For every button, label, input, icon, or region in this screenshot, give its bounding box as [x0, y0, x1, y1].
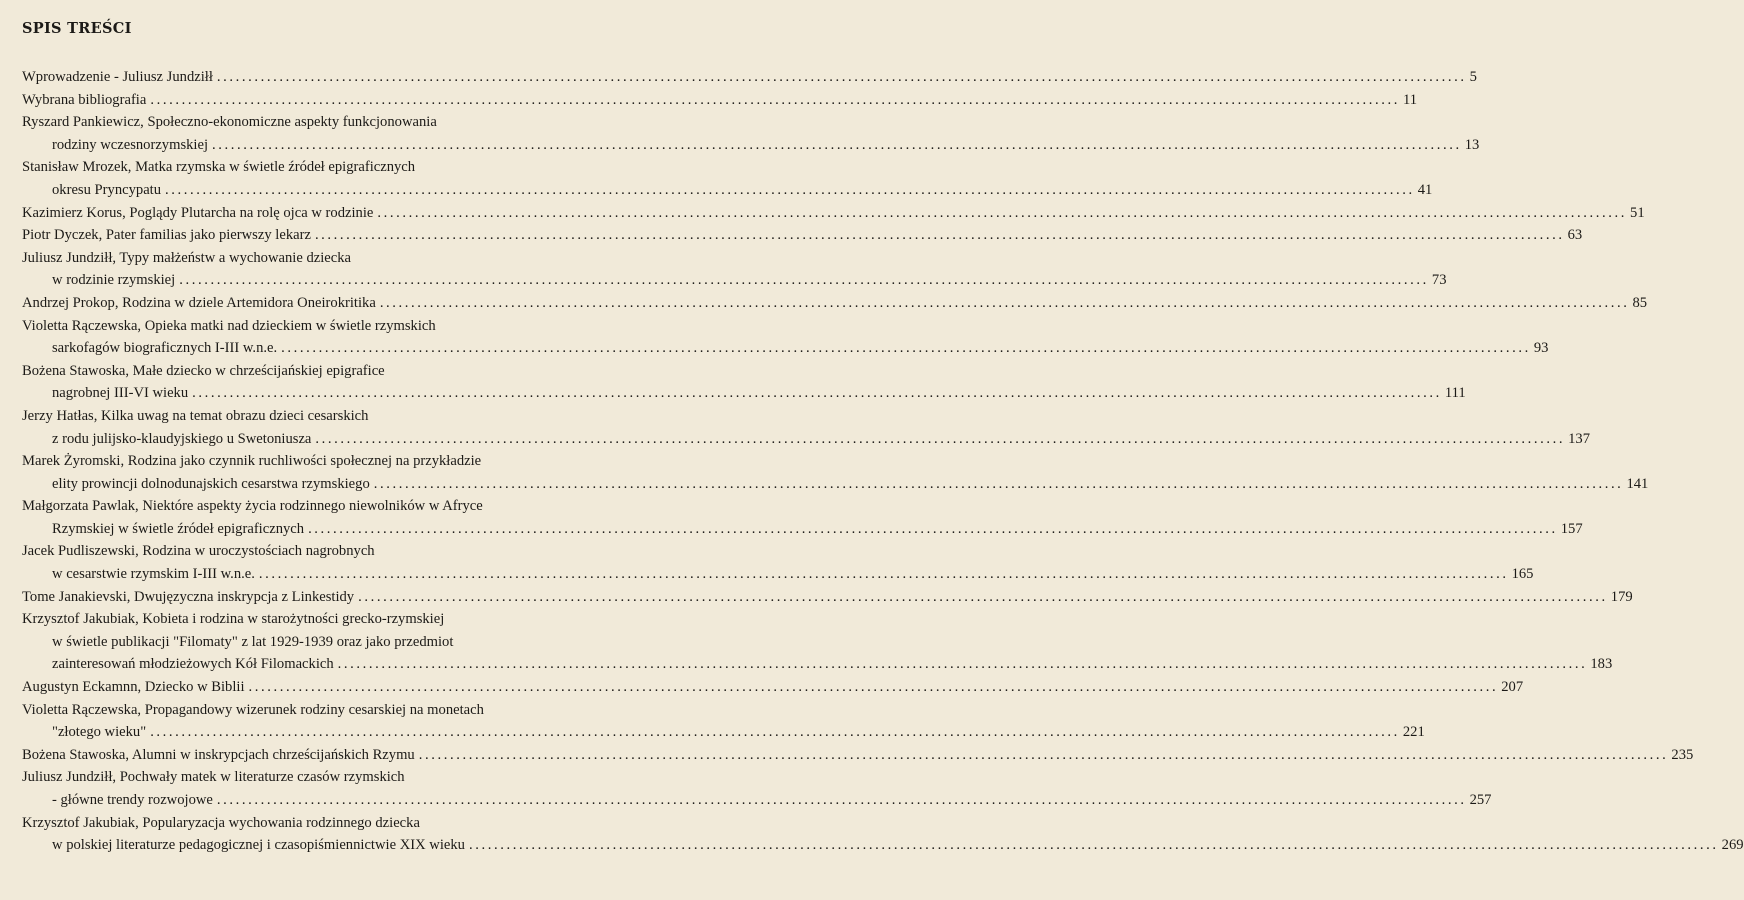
toc-page-number: 5: [1469, 69, 1477, 85]
dot-leader: ........................................................................................................................................................................................................: [314, 227, 1565, 244]
toc-page-number: 183: [1590, 656, 1613, 673]
toc-entry: [22, 247, 1447, 292]
toc-entry-title: Małgorzata Pawlak, Niektóre aspekty życia rodzinnego niewolników w Afryce: [22, 498, 483, 515]
toc-entry-title: Violetta Rączewska, Propagandowy wizerunek rodziny cesarskiej na monetach: [22, 701, 484, 718]
dot-leader: ........................................................................................................................................................................................................: [258, 566, 1509, 583]
toc-page-number: 269: [1721, 837, 1744, 854]
toc-entry: [22, 315, 1549, 360]
toc-page-number: 207: [1501, 679, 1524, 696]
dot-leader: ........................................................................................................................................................................................................: [377, 204, 1628, 221]
toc-entry-title: Krzysztof Jakubiak, Kobieta i rodzina w starożytności grecko-rzymskiej: [22, 611, 445, 628]
toc-entry-title: Marek Żyromski, Rodzina jako czynnik ruchliwości społecznej na przykładzie: [22, 453, 482, 470]
dot-leader: ........................................................................................................................................................................................................: [248, 679, 1499, 696]
dot-leader: ........................................................................................................................................................................................................: [358, 588, 1608, 605]
toc-page-number: 141: [1626, 475, 1649, 492]
toc-entry-title: w polskiej literaturze pedagogicznej i czasopiśmiennictwie XIX wieku: [52, 837, 465, 854]
toc-entry-title: elity prowincji dolnodunajskich cesarstwa rzymskiego: [52, 475, 370, 492]
toc-entry: [22, 450, 1649, 495]
dot-leader: ........................................................................................................................................................................................................: [315, 430, 1566, 447]
toc-entry-title: Kazimierz Korus, Poglądy Plutarcha na rolę ojca w rodzinie: [22, 204, 374, 221]
toc-page-number: 41: [1417, 181, 1433, 198]
toc-entry: [22, 224, 1583, 247]
dot-leader: ........................................................................................................................................................................................................: [192, 385, 1442, 402]
toc-entry: [22, 540, 1534, 585]
dot-leader: ........................................................................................................................................................................................................: [150, 91, 1401, 108]
toc-list: [22, 66, 1744, 857]
toc-entry-title: Bożena Stawoska, Alumni w inskrypcjach chrześcijańskich Rzymu: [22, 746, 415, 763]
dot-leader: ........................................................................................................................................................................................................: [468, 837, 1719, 854]
toc-entry-title: nagrobnej III-VI wieku: [52, 385, 189, 402]
toc-entry-title: z rodu julijsko-klaudyjskiego u Swetoniusza: [52, 430, 312, 447]
toc-entry: [22, 89, 1418, 112]
toc-entry-title: Jacek Pudliszewski, Rodzina w uroczystościach nagrobnych: [22, 543, 375, 560]
dot-leader: ........................................................................................................................................................................................................: [179, 272, 1429, 289]
toc-entry: [22, 744, 1694, 767]
dot-leader: ........................................................................................................................................................................................................: [418, 746, 1669, 763]
toc-entry: [22, 495, 1583, 540]
dot-leader: ........................................................................................................................................................................................................: [165, 181, 1415, 198]
toc-page-number: 257: [1469, 792, 1492, 808]
toc-entry: [22, 202, 1645, 225]
toc-entry-title: Wprowadzenie - Juliusz Jundziłł: [22, 69, 213, 85]
dot-leader: ........................................................................................................................................................................................................: [281, 340, 1531, 357]
toc-entry-title: Krzysztof Jakubiak, Popularyzacja wychowania rodzinnego dziecka: [22, 814, 420, 831]
toc-entry: [22, 586, 1633, 609]
toc-entry-title: w cesarstwie rzymskim I-III w.n.e.: [52, 566, 255, 583]
dot-leader: ........................................................................................................................................................................................................: [150, 724, 1400, 741]
toc-page-number: 137: [1568, 430, 1590, 447]
toc-entry-title: Juliusz Jundziłł, Pochwały matek w literaturze czasów rzymskich: [22, 769, 405, 786]
dot-leader: ........................................................................................................................................................................................................: [379, 294, 1630, 311]
toc-page-number: 13: [1464, 136, 1480, 153]
toc-page-number: 93: [1533, 340, 1549, 357]
toc-entry: [22, 405, 1590, 450]
toc-page-number: 111: [1444, 385, 1466, 402]
toc-entry-title: Ryszard Pankiewicz, Społeczno-ekonomiczne aspekty funkcjonowania: [22, 114, 437, 131]
toc-entry-title: Bożena Stawoska, Małe dziecko w chrześcijańskiej epigrafice: [22, 362, 385, 379]
toc-entry: [22, 699, 1425, 744]
toc-page-number: 11: [1403, 91, 1418, 108]
toc-entry-title: "złotego wieku": [52, 724, 147, 741]
toc-entry-title: Augustyn Eckamnn, Dziecko w Biblii: [22, 679, 245, 696]
toc-page-number: 51: [1630, 204, 1645, 221]
toc-entry-title: Wybrana bibliografia: [22, 91, 147, 108]
toc-page-number: 73: [1431, 272, 1447, 289]
dot-leader: ........................................................................................................................................................................................................: [212, 136, 1462, 153]
toc-entry-title: Piotr Dyczek, Pater familias jako pierwszy lekarz: [22, 227, 311, 244]
toc-entry-title: rodziny wczesnorzymskiej: [52, 136, 209, 153]
toc-entry: [22, 676, 1524, 699]
toc-entry: [22, 66, 1477, 89]
toc-entry: [22, 812, 1744, 857]
toc-entry: [22, 608, 1613, 676]
toc-entry-title: Jerzy Hatłas, Kilka uwag na temat obrazu dzieci cesarskich: [22, 407, 369, 424]
toc-entry-title: Andrzej Prokop, Rodzina w dziele Artemidora Oneirokritika: [22, 294, 376, 311]
dot-leader: ........................................................................................................................................................................................................: [373, 475, 1624, 492]
dot-leader: ........................................................................................................................................................................................................: [337, 656, 1588, 673]
dot-leader: ........................................................................................................................................................................................................: [308, 520, 1558, 537]
dot-leader: ........................................................................................................................................................................................................: [216, 69, 1467, 85]
toc-entry-title: Juliusz Jundziłł, Typy małżeństw a wychowanie dziecka: [22, 249, 352, 266]
toc-entry-title: Stanisław Mrozek, Matka rzymska w świetle źródeł epigraficznych: [22, 159, 416, 176]
toc-entry-title: okresu Pryncypatu: [52, 181, 162, 198]
toc-page-number: 157: [1560, 520, 1583, 537]
toc-entry-title: Tome Janakievski, Dwujęzyczna inskrypcja z Linkestidy: [22, 588, 355, 605]
toc-entry: [22, 156, 1433, 201]
toc-entry-title: w świetle publikacji "Filomaty" z lat 1929-1939 oraz jako przedmiot: [52, 633, 454, 650]
toc-page-number: 165: [1511, 566, 1534, 583]
toc-page-number: 85: [1632, 294, 1648, 311]
toc-entry-title: - główne trendy rozwojowe: [52, 792, 213, 808]
toc-entry-title: sarkofagów biograficznych I-III w.n.e.: [52, 340, 278, 357]
toc-page-number: 221: [1402, 724, 1425, 741]
toc-entry-title: w rodzinie rzymskiej: [52, 272, 176, 289]
toc-entry: [22, 111, 1480, 156]
dot-leader: ........................................................................................................................................................................................................: [216, 792, 1467, 808]
toc-entry: [22, 292, 1648, 315]
toc-page-number: 179: [1610, 588, 1633, 605]
toc-heading: SPIS TREŚCI: [22, 20, 132, 37]
toc-entry: [22, 766, 1492, 811]
toc-entry-title: Violetta Rączewska, Opieka matki nad dzieckiem w świetle rzymskich: [22, 317, 436, 334]
toc-entry-title: zainteresowań młodzieżowych Kół Filomackich: [52, 656, 334, 673]
toc-page-number: 235: [1671, 746, 1694, 763]
toc-entry: [22, 360, 1466, 405]
toc-page-number: 63: [1567, 227, 1583, 244]
toc-entry-title: Rzymskiej w świetle źródeł epigraficznych: [52, 520, 305, 537]
